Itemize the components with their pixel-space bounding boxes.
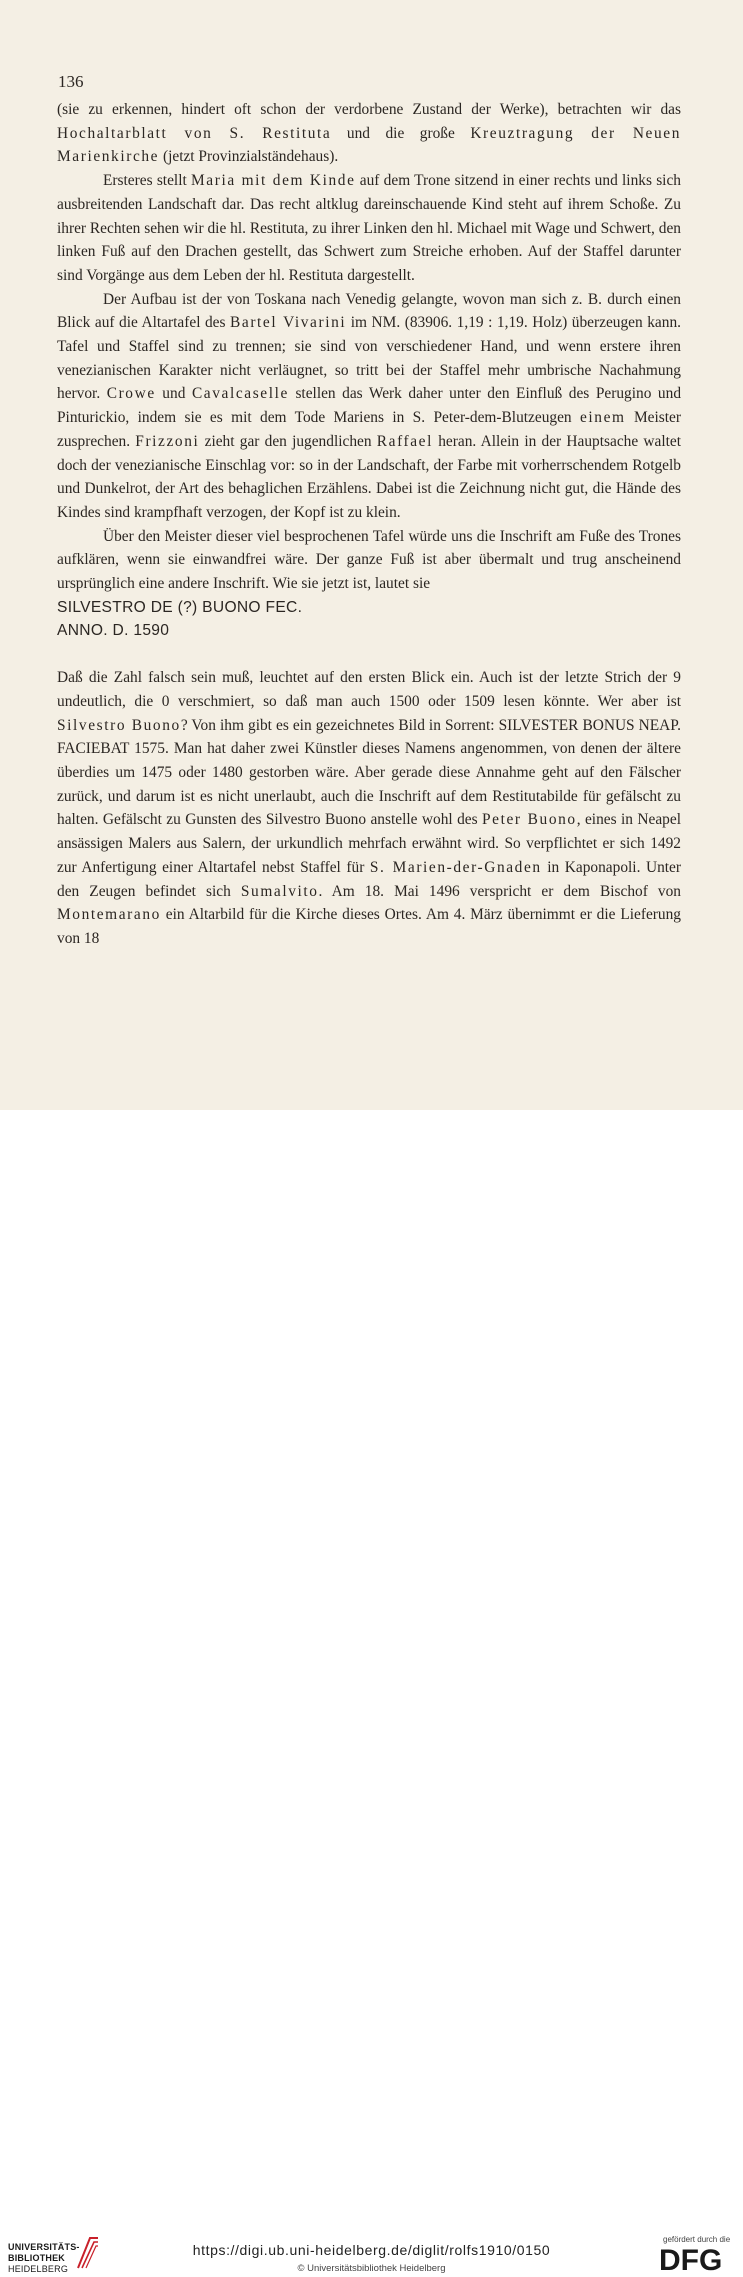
library-name-line-1: UNIVERSITÄTS- xyxy=(8,2242,80,2252)
text-run: auf dem Trone sitzend in einer rechts und links sich ausbreitenden Landschaft dar. Das recht altklug dareinschauende Kind steht auf ihrem Schoße. Zu ihrer Rechten sehen wir die hl. Restituta, zu ihrer Linken den hl. Michael mit Wage und Schwert, den linken Fuß auf den Drachen gestellt, das Schwert zum Streiche erhoben. Auf der Staffel darunter sind Vorgänge aus dem Leben der hl. Restituta dargestellt. xyxy=(57,172,681,284)
paragraph xyxy=(57,169,681,288)
page-number: 136 xyxy=(58,72,84,91)
source-url-link[interactable]: https://digi.ub.uni-heidelberg.de/diglit/rolfs1910/0150 xyxy=(192,2242,551,2258)
emphasized-name: einem xyxy=(580,409,626,427)
emphasized-name: Bartel Vivarini xyxy=(230,314,347,332)
emphasized-name: Silvestro Buono xyxy=(57,716,181,734)
inscription-line-2: ANNO. D. 1590 xyxy=(57,622,170,640)
digitization-footer xyxy=(0,1110,743,2277)
emphasized-name: Cavalcaselle xyxy=(191,385,289,403)
emphasized-name: Kreuztragung der Neuen Marienkirche xyxy=(57,124,681,166)
funding-caption: gefördert durch die xyxy=(663,2235,731,2244)
emphasized-name: Maria mit dem Kinde xyxy=(191,172,356,190)
text-run: (jetzt Provinzialständehaus). xyxy=(159,148,339,166)
text-run: im NM. (83906. 1,19 : 1,19. Holz) überzeugen kann. Tafel und Staffel sind zu trennen; sie sind von verschiedener Hand, und wenn erstere ihren venezianischen Karakter nicht verläugnet, so tritt bei der Staffel mehr umbrische Nachahmung hervor. xyxy=(57,314,681,403)
text-run: Daß die Zahl falsch sein muß, leuchtet auf den ersten Blick ein. Auch ist der letzte Strich der 9 undeutlich, die 0 verschmiert, so daß man auch 1500 oder 1509 lesen könnte. Wer aber ist xyxy=(57,669,681,710)
scanned-page xyxy=(0,0,743,1110)
body-text xyxy=(57,98,681,951)
text-run: in Kaponapoli. Unter den Zeugen befindet sich xyxy=(57,858,682,900)
text-run: ? Von ihm gibt es ein gezeichnetes Bild in Sorrent: SILVESTER BONUS NEAP. FACIEBAT 1575. Man hat daher zwei Künstler dieses Namens angenommen, von denen der ältere überdies um 1475 oder 1480 gestorben wäre. Aber gerade diese Annahme geht auf den Fälscher zurück, und darum ist es nicht unerlaubt, auch die Inschrift auf dem Restitutabilde für gefälscht zu halten. Gefälscht zu Gunsten des Silvestro Buono anstelle wohl des xyxy=(57,716,682,829)
emphasized-name: Frizzoni xyxy=(135,432,200,450)
text-run: Ersteres stellt xyxy=(103,172,191,190)
text-run: Über den Meister dieser viel besprochenen Tafel würde uns die Inschrift am Fuße des Trones aufklären, wenn sie einwandfrei wäre. Der ganze Fuß ist aber übermalt und trug anscheinend ursprünglich eine andere Inschrift. Wie sie jetzt ist, lautet sie xyxy=(57,527,681,593)
paragraph xyxy=(57,666,681,950)
paragraph xyxy=(57,525,681,596)
text-run: (sie zu erkennen, hindert oft schon der verdorbene Zustand der Werke), betrachten wir das xyxy=(57,101,681,118)
emphasized-name: Peter Buono xyxy=(482,811,577,829)
library-name-line-2: BIBLIOTHEK xyxy=(8,2253,65,2263)
paragraph xyxy=(57,288,681,525)
emphasized-name: Crowe xyxy=(106,385,156,403)
library-name-line-3: HEIDELBERG xyxy=(8,2264,69,2274)
copyright-notice: © Universitätsbibliothek Heidelberg xyxy=(297,2263,446,2274)
text-run: Meister zusprechen. xyxy=(57,409,681,450)
text-run: und xyxy=(155,385,192,403)
emphasized-name: Montemarano xyxy=(57,906,161,924)
dfg-logo: DFG xyxy=(659,2244,723,2277)
inscription-line-1: SILVESTRO DE (?) BUONO FEC. xyxy=(57,598,303,616)
emphasized-name: Hochaltarblatt von S. Restituta xyxy=(57,124,332,142)
text-run: heran. Allein in der Hauptsache waltet doch der venezianische Einschlag vor: so in der Landschaft, der Farbe mit vorherrschendem Rotgelb und Dunkelrot, der Art des behaglichen Erzählens. Dabei ist die Zeichnung nicht gut, die Hände des Kindes sind krampfhaft verzogen, der Kopf ist zu klein. xyxy=(57,432,681,521)
text-run: . Am 18. Mai 1496 verspricht er dem Bischof von xyxy=(318,882,681,900)
text-run: und die große xyxy=(331,124,471,142)
text-run: ein Altarbild für die Kirche dieses Ortes. Am 4. März übernimmt er die Lieferung von 18 xyxy=(57,906,681,947)
text-run: , eines in Neapel ansässigen Malers aus Salern, der urkundlich mehrfach erwähnt wird. So verpflichtet er sich 1492 zur Anfertigung einer Altartafel nebst Staffel für xyxy=(57,811,681,876)
text-run: zieht gar den jugendlichen xyxy=(199,432,377,450)
emphasized-name: S. Marien-der-Gnaden xyxy=(369,858,542,876)
text-run: stellen das Werk daher unter den Einfluß des Perugino und Pinturickio, indem sie es mit dem Tode Mariens in S. Peter-dem-Blutzeugen xyxy=(57,385,682,427)
paragraph xyxy=(57,98,681,169)
text-run: Der Aufbau ist der von Toskana nach Venedig gelangte, wovon man sich z. B. durch einen Blick auf die Altartafel des xyxy=(57,290,681,332)
emphasized-name: Raffael xyxy=(376,432,433,450)
emphasized-name: Sumalvito xyxy=(240,882,319,900)
